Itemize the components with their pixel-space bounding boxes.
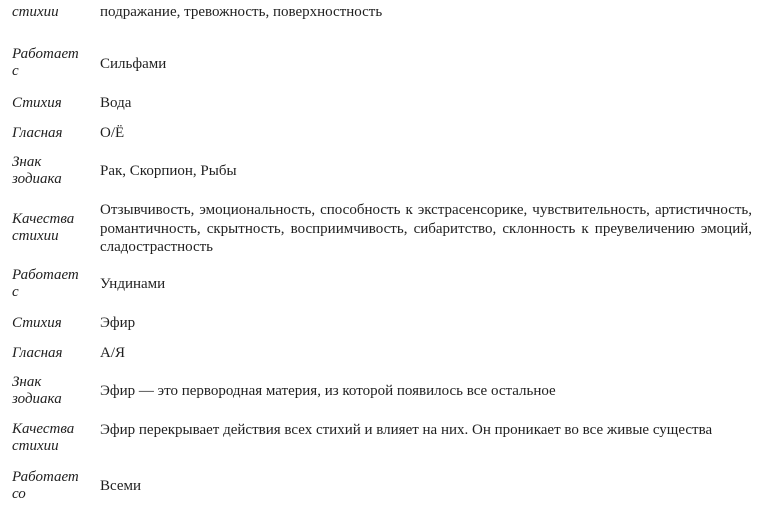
row-value: Сильфами xyxy=(100,56,167,72)
row-label: Знак зодиака xyxy=(12,374,62,407)
row-value: Всеми xyxy=(100,478,142,494)
row-value: Ундинами xyxy=(100,276,166,292)
row-value: Эфир перекрывает действия всех стихий и влияет на них. Он проникает во все живые существа xyxy=(100,422,713,438)
row-label: Гласная xyxy=(12,125,63,141)
row-label: Качества стихии xyxy=(12,211,75,244)
row-value: Эфир — это первородная материя, из которой появилось все остальное xyxy=(100,383,556,399)
row-label: Гласная xyxy=(12,345,63,361)
row-label: Работает с xyxy=(12,46,79,79)
row-value: А/Я xyxy=(100,345,126,361)
row-label: Стихия xyxy=(12,315,62,331)
row-value: Эфир xyxy=(100,315,136,331)
row-label: Знак зодиака xyxy=(12,154,62,187)
row-label: Стихия xyxy=(12,95,62,111)
row-value: Отзывчивость, эмоциональность, способность к экстрасенсорике, чувствительность, артистичность, романтичность, скрытность, восприимчивость, сибаритство, склонность к преувеличению эмоций, сладострастность xyxy=(100,202,752,255)
row-label: Качества стихии xyxy=(12,421,75,454)
row-label: Работает с xyxy=(12,267,79,300)
row-value: Рак, Скорпион, Рыбы xyxy=(100,163,237,179)
row-label: стихии xyxy=(12,4,59,20)
row-value: подражание, тревожность, поверхностность xyxy=(100,4,383,20)
row-value: О/Ё xyxy=(100,125,125,141)
row-value: Вода xyxy=(100,95,132,111)
row-label: Работает со xyxy=(12,469,79,502)
